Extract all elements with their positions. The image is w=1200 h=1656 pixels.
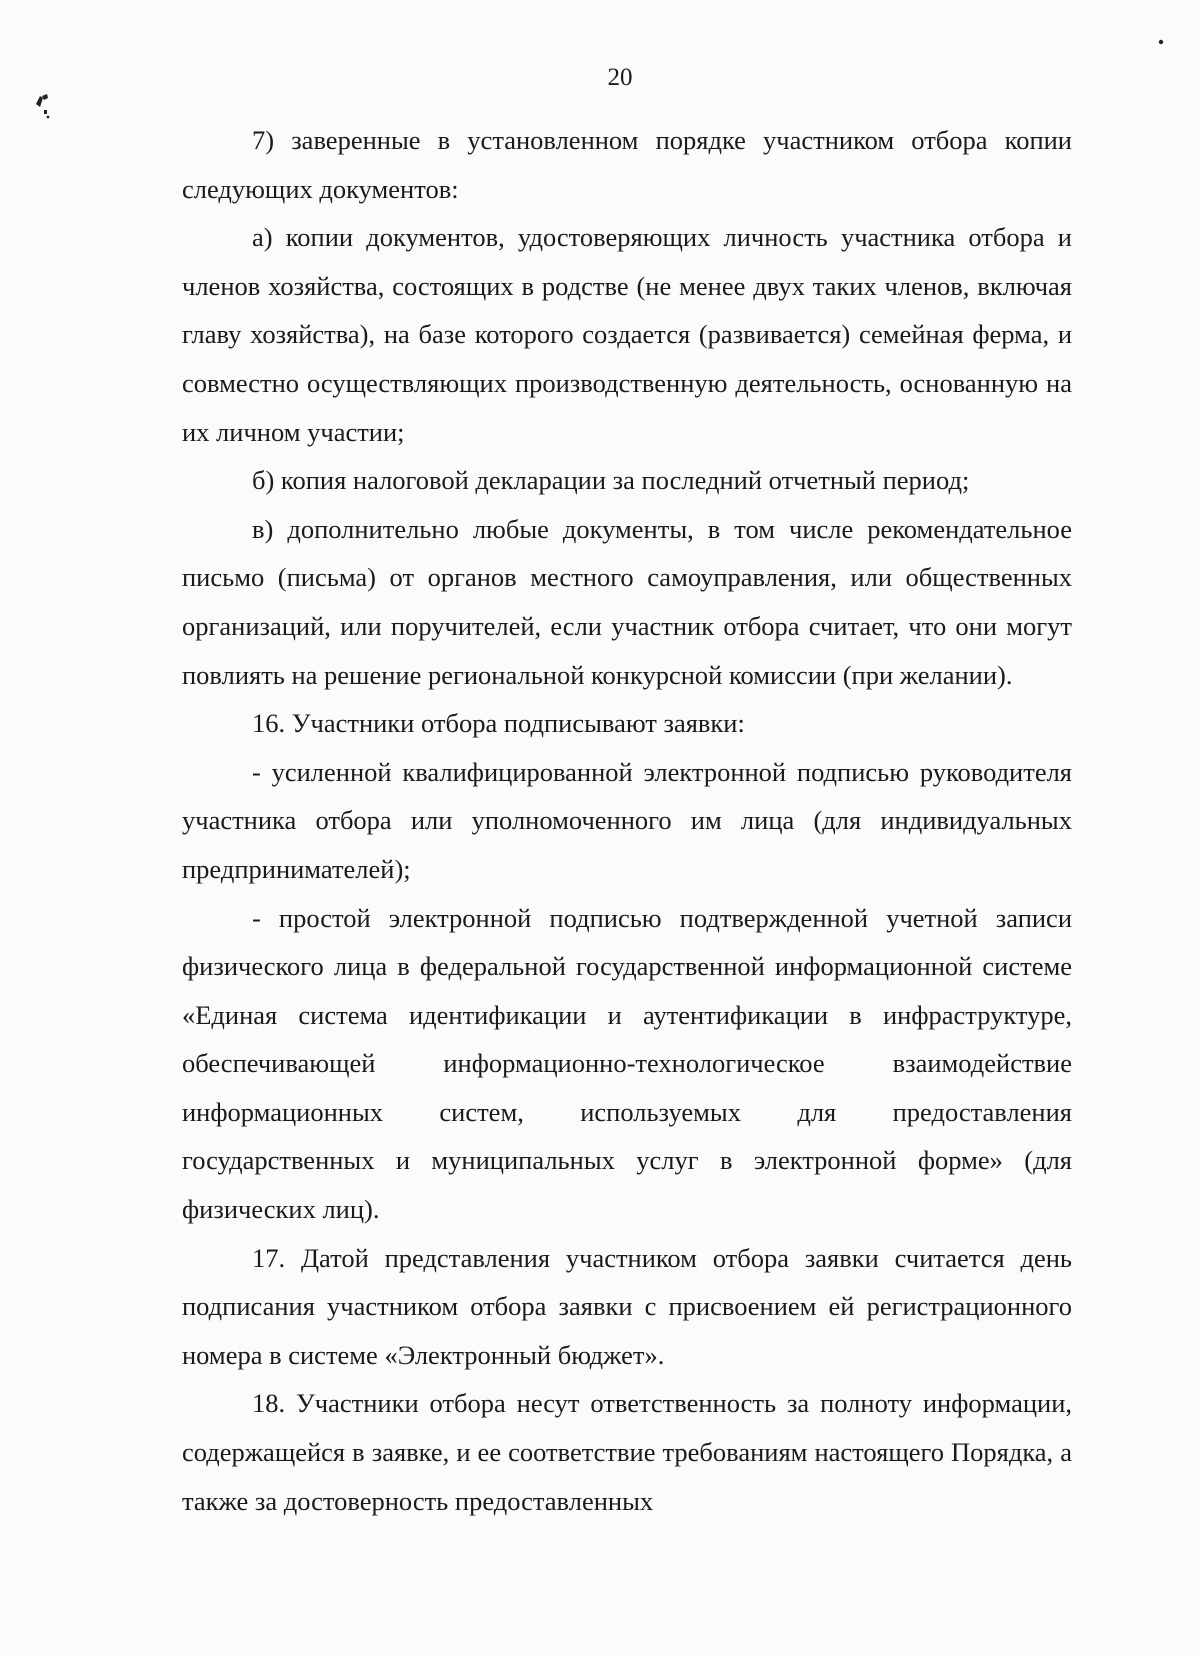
document-body	[182, 116, 1072, 1525]
paragraph-clause-18: 18. Участники отбора несут ответственность за полноту информации, содержащейся в заявке, и ее соответствие требованиям настоящего Порядка, а также за достоверность предоставленных	[182, 1388, 1072, 1516]
scan-speck	[36, 94, 48, 114]
paragraph-clause-16-bullet-1: - усиленной квалифицированной электронной подписью руководителя участника отбора или уполномоченного им лица (для индивидуальных предпринимателей);	[182, 756, 1072, 884]
page-number: 20	[607, 64, 633, 91]
paragraph-clause-16: 16. Участники отбора подписывают заявки:	[252, 708, 745, 739]
paragraph-clause-16-bullet-2: - простой электронной подписью подтвержденной учетной записи физического лица в федеральной государственной информационной системе «Единая система идентификации и аутентификации в инфраструктуре, обеспечивающей информационно-технологическое взаимодействие информационных систем, используемых для предоставления государственных и муниципальных услуг в электронной форме» (для физических лиц).	[182, 902, 1072, 1225]
scan-speck	[47, 116, 50, 119]
paragraph-item-7b: б) копия налоговой декларации за последний отчетный период;	[252, 465, 970, 496]
paragraph-item-7v: в) дополнительно любые документы, в том числе рекомендательное письмо (письма) от органов местного самоуправления, или общественных организаций, или поручителей, если участник отбора считает, что они могут повлиять на решение региональной конкурсной комиссии (при желании).	[182, 513, 1072, 690]
paragraph-clause-17: 17. Датой представления участником отбора заявки считается день подписания участником отбора заявки с присвоением ей регистрационного номера в системе «Электронный бюджет».	[182, 1242, 1072, 1370]
paragraph-item-7a: а) копии документов, удостоверяющих личность участника отбора и членов хозяйства, состоящих в родстве (не менее двух таких членов, включая главу хозяйства), на базе которого создается (развивается) семейная ферма, и совместно осуществляющих производственную деятельность, основанную на их личном участии;	[182, 222, 1072, 447]
paragraph-item-7: 7) заверенные в установленном порядке участником отбора копии следующих документов:	[182, 125, 1072, 204]
scan-speck	[1159, 40, 1163, 44]
